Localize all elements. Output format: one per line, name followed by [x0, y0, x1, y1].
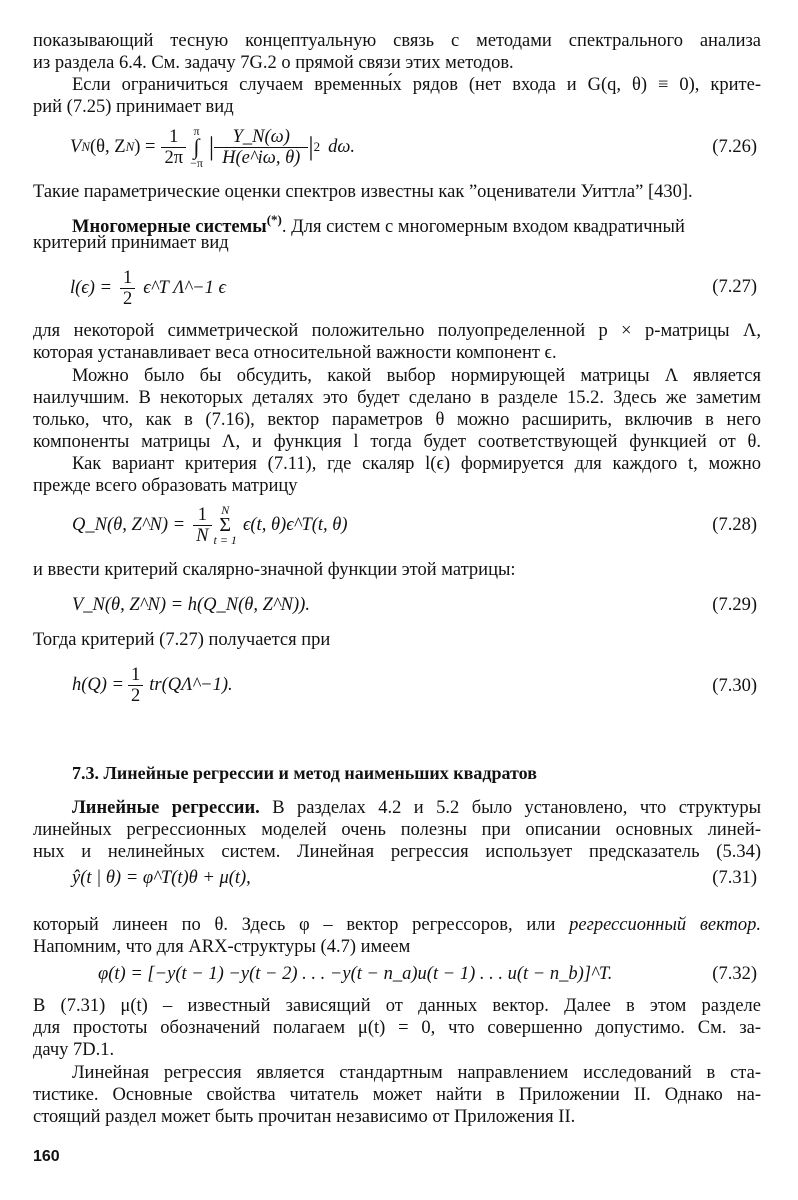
text-line: дачу 7D.1. — [33, 1040, 115, 1060]
eq-denominator: 2 — [131, 685, 141, 706]
text-line: из раздела 6.4. См. задачу 7G.2 о прямой связи этих методов. — [33, 53, 514, 73]
star-mark: (*) — [266, 212, 282, 227]
text-line: линейных регрессионных моделей очень полезны при описании основных линей- — [33, 820, 761, 840]
equation-number: (7.30) — [712, 676, 757, 696]
eq-lhs: Q_N(θ, Z^N) = — [72, 515, 186, 535]
eq-numerator: 1 — [161, 127, 186, 148]
eq-denominator: H(e^iω, θ) — [222, 147, 301, 168]
equation-number: (7.31) — [712, 868, 757, 888]
text-span: который линеен по θ. Здесь φ – вектор регрессоров, или — [33, 915, 570, 935]
text-line: наилучшим. В некоторых деталях это будет сделано в разделе 15.2. Здесь же заметим — [33, 388, 761, 408]
text-line: и ввести критерий скалярно-значной функции этой матрицы: — [33, 560, 516, 580]
text-line: критерий принимает вид — [33, 233, 229, 253]
text-line: Как вариант критерия (7.11), где скаляр l(ϵ) формируется для каждого t, можно — [72, 454, 761, 474]
eq-rhs: tr(QΛ^−1). — [149, 675, 233, 695]
eq-sum-upper: N — [221, 503, 230, 517]
paragraph-heading: Многомерные системы — [72, 217, 267, 237]
equation-number: (7.26) — [712, 137, 757, 157]
text-line: В (7.31) μ(t) – известный зависящий от данных вектор. Далее в этом разделе — [33, 996, 761, 1016]
eq-fraction — [193, 505, 211, 546]
eq-args: (θ, Z — [89, 137, 126, 157]
eq-denominator: 2π — [164, 147, 184, 168]
text-span: . Для систем с многомерным входом квадратичный — [281, 217, 685, 237]
emphasis-text: регрессионный вектор. — [569, 915, 761, 935]
text-line: Можно было бы обсудить, какой выбор нормирующей матрицы Λ является — [72, 366, 761, 386]
text-line: ных и нелинейных систем. Линейная регрессия использует предсказатель (5.34) — [33, 842, 761, 862]
text-line: рий (7.25) принимает вид — [33, 97, 234, 117]
equation-7-26: V N (θ, Z N ) = $\frac{1}{2\pi}$ π ∫ −π | $\frac{Y\_N(\omega)}{H(e\^{}i\omega, \theta)}$ | 2 dω. — [70, 124, 356, 170]
eq-int-lower: −π — [190, 156, 203, 170]
eq-rhs: ϵ^T Λ^−1 ϵ — [143, 278, 226, 298]
eq-subscript: N — [81, 139, 90, 154]
text-span: В разделах 4.2 и 5.2 было установлено, что структуры — [259, 798, 761, 818]
equation-number: (7.28) — [712, 515, 757, 535]
eq-sum-lower: t = 1 — [213, 533, 237, 547]
page-number: 160 — [33, 1148, 60, 1165]
text-line: Такие параметрические оценки спектров известны как ”оцениватели Уиттла” [430]. — [33, 182, 693, 202]
text-line: для некоторой симметрической положительно полуопределенной p × p-матрицы Λ, — [33, 321, 761, 341]
eq-denominator: 2 — [123, 288, 133, 309]
text-line: Если ограничиться случаем временны́х рядов (нет входа и G(q, θ) ≡ 0), крите- — [72, 75, 761, 95]
eq-fraction — [128, 665, 143, 706]
equation-7-27 — [70, 263, 226, 313]
eq-fraction — [214, 127, 308, 168]
equation-number: (7.29) — [712, 595, 757, 615]
text-line: Напомним, что для ARX-структуры (4.7) имеем — [33, 937, 411, 957]
eq-power: 2 — [313, 139, 321, 154]
text-line: показывающий тесную концептуальную связь с методами спектрального анализа — [33, 31, 761, 51]
eq-lhs: l(ϵ) = — [70, 278, 113, 298]
eq-numerator: Y_N(ω) — [214, 127, 308, 148]
eq-numerator: 1 — [128, 665, 143, 686]
text-line: Тогда критерий (7.27) получается при — [33, 630, 331, 650]
text-line — [72, 797, 761, 819]
equation-7-32: φ(t) = [−y(t − 1) −y(t − 2) . . . −y(t − n_a)u(t − 1) . . . u(t − n_b)]^T. — [98, 964, 613, 984]
eq-tail: dω. — [328, 137, 356, 157]
eq-numerator: 1 — [120, 268, 135, 289]
equation-7-28 — [72, 500, 348, 550]
equation-number: (7.32) — [712, 964, 757, 984]
eq-integral: π ∫ −π — [190, 124, 203, 170]
eq-sum: N Σ t = 1 — [213, 503, 237, 547]
eq-superscript: N — [125, 139, 135, 154]
equation-number: (7.27) — [712, 277, 757, 297]
text-line: для простоты обозначений полагаем μ(t) = 0, что совершенно допустимо. См. за- — [33, 1018, 761, 1038]
text-line: тистике. Основные свойства читатель может найти в Приложении II. Однако на- — [33, 1085, 761, 1105]
equation-7-30 — [72, 660, 233, 710]
eq-args-close: ) = — [134, 137, 156, 157]
eq-int-upper: π — [193, 124, 200, 138]
eq-lhs: h(Q) = — [72, 675, 125, 695]
eq-rhs: ϵ(t, θ)ϵ^T(t, θ) — [242, 515, 348, 535]
eq-denominator: N — [196, 525, 209, 546]
equation-7-29: V_N(θ, Z^N) = h(Q_N(θ, Z^N)). — [72, 595, 310, 615]
eq-numerator: 1 — [193, 505, 211, 526]
text-line: компоненты матрицы Λ, и функция l тогда будет соответствующей функцией от θ. — [33, 432, 761, 452]
text-line: которая устанавливает веса относительной важности компонент ϵ. — [33, 343, 557, 363]
text-line: стоящий раздел может быть прочитан независимо от Приложения II. — [33, 1107, 576, 1127]
text-line — [33, 914, 761, 936]
text-line: Линейная регрессия является стандартным направлением исследований в ста- — [72, 1063, 761, 1083]
paragraph-heading: Линейные регрессии. — [72, 798, 260, 818]
text-line: только, что, как в (7.16), вектор параметров θ можно расширить, включив в него — [33, 410, 761, 430]
section-heading: 7.3. Линейные регрессии и метод наименьших квадратов — [72, 763, 537, 783]
equation-7-31: ŷ(t | θ) = φ^T(t)θ + μ(t), — [72, 868, 251, 888]
eq-fraction — [120, 268, 135, 309]
eq-symbol: V — [70, 137, 82, 157]
eq-fraction — [161, 127, 186, 168]
text-line: прежде всего образовать матрицу — [33, 476, 298, 496]
